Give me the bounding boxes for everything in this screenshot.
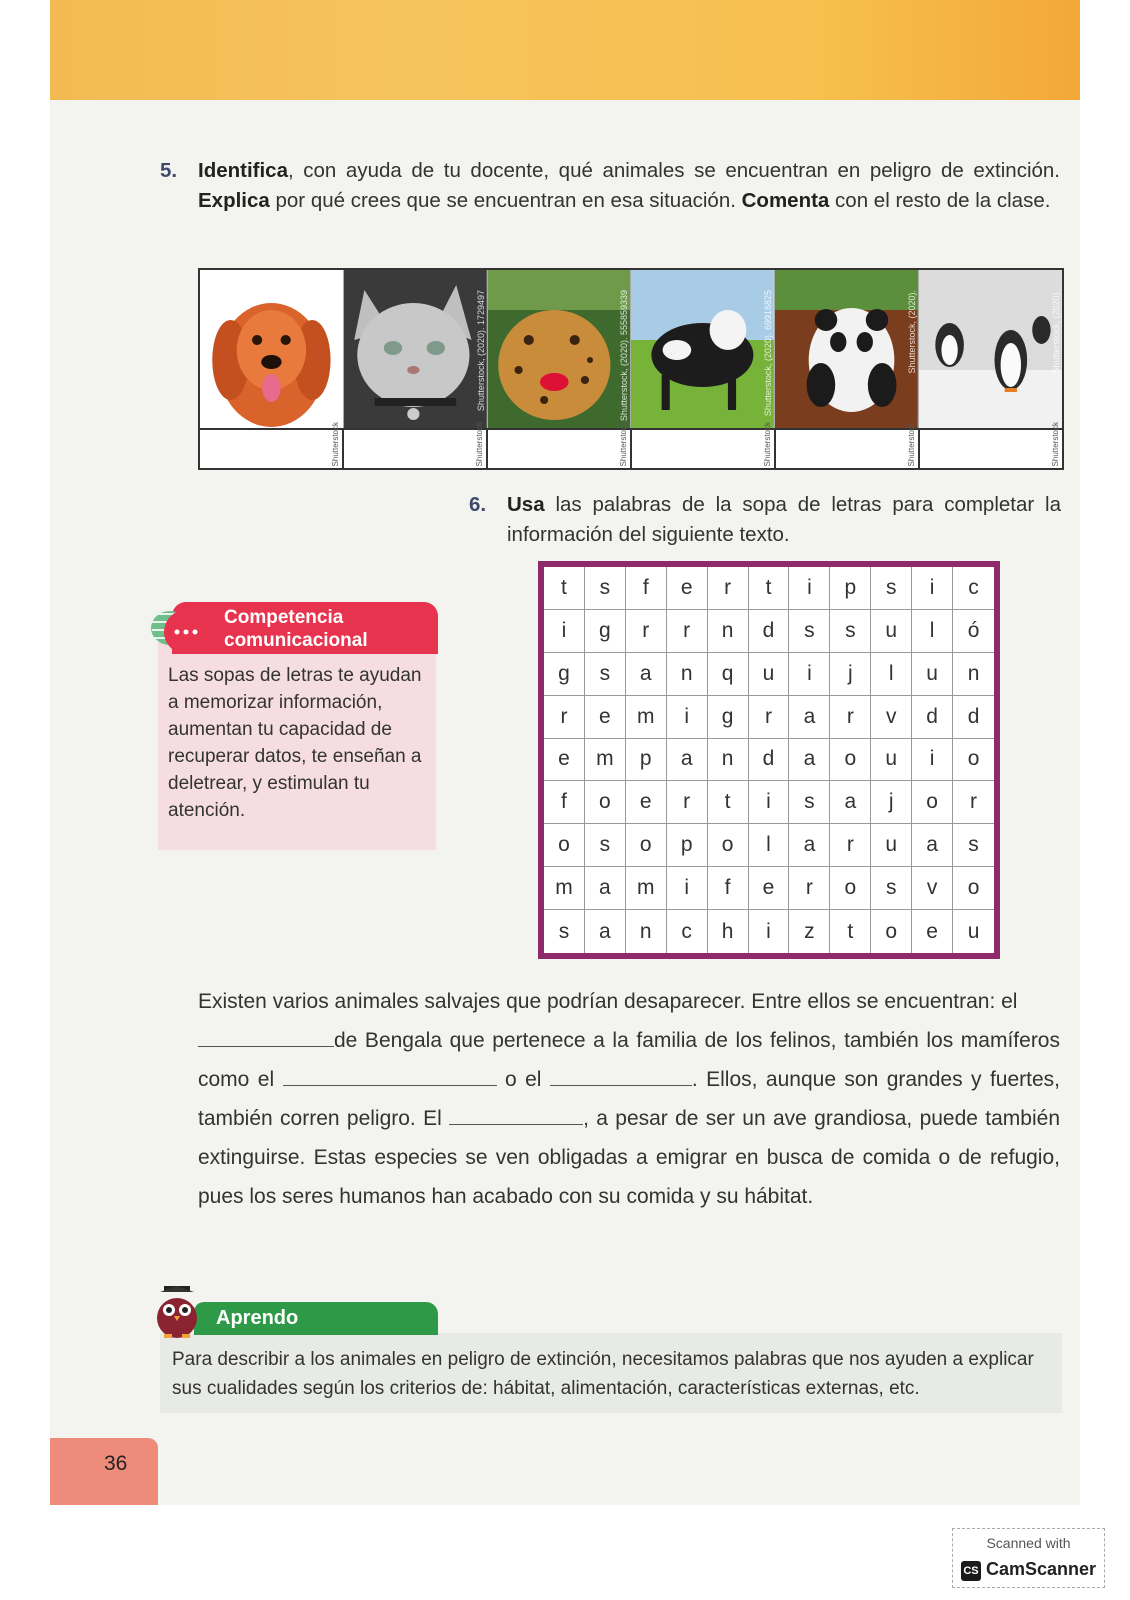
word-search-cell[interactable]: i xyxy=(667,867,708,910)
camscanner-logo-icon: CS xyxy=(961,1561,981,1581)
word-search-cell[interactable]: m xyxy=(626,867,667,910)
word-search-cell[interactable]: s xyxy=(871,867,912,910)
word-search-cell[interactable]: g xyxy=(544,653,585,696)
panda-photo xyxy=(775,270,919,428)
answer-cell-1[interactable] xyxy=(200,421,344,468)
word-search-cell[interactable]: m xyxy=(585,739,626,782)
word-search-cell[interactable]: d xyxy=(912,696,953,739)
word-search-cell[interactable]: a xyxy=(789,824,830,867)
word-search-cell[interactable]: i xyxy=(912,567,953,610)
animal-photo-table xyxy=(198,268,1064,470)
word-search-cell[interactable]: r xyxy=(544,696,585,739)
word-search-cell[interactable]: a xyxy=(585,867,626,910)
word-search-cell[interactable]: i xyxy=(912,739,953,782)
word-search-cell[interactable]: d xyxy=(749,739,790,782)
blank-3[interactable] xyxy=(550,1063,692,1086)
word-search-cell[interactable]: s xyxy=(830,610,871,653)
word-search-cell[interactable]: m xyxy=(544,867,585,910)
word-search-cell[interactable]: f xyxy=(626,567,667,610)
word-search-cell[interactable]: r xyxy=(667,781,708,824)
word-search-cell[interactable]: d xyxy=(749,610,790,653)
word-search-cell[interactable]: r xyxy=(626,610,667,653)
word-search-cell[interactable]: i xyxy=(544,610,585,653)
word-search-cell[interactable]: s xyxy=(585,653,626,696)
word-search-cell[interactable]: o xyxy=(830,739,871,782)
blank-2[interactable] xyxy=(283,1063,497,1086)
answer-cell-5[interactable] xyxy=(776,421,920,468)
cat-photo xyxy=(344,270,488,428)
word-search-cell[interactable]: d xyxy=(953,696,994,739)
word-search-cell[interactable]: i xyxy=(749,910,790,953)
word-search-cell[interactable]: a xyxy=(912,824,953,867)
word-search-cell[interactable]: c xyxy=(667,910,708,953)
word-search-cell[interactable]: o xyxy=(830,867,871,910)
word-search-cell[interactable]: s xyxy=(585,824,626,867)
paragraph-part-3: o el xyxy=(496,1068,550,1091)
word-search-cell[interactable]: t xyxy=(544,567,585,610)
word-search-cell[interactable]: q xyxy=(708,653,749,696)
dog-photo xyxy=(200,270,344,428)
word-search-cell[interactable]: u xyxy=(871,739,912,782)
competencia-title-line1: Competencia xyxy=(224,607,344,628)
question-6-text: las palabras de la sopa de letras para completar la información del siguiente texto. xyxy=(507,493,1061,546)
cow-photo xyxy=(631,270,775,428)
credit-label: Shutterstock xyxy=(763,421,772,466)
word-search-cell[interactable]: e xyxy=(626,781,667,824)
fill-in-paragraph xyxy=(198,982,1060,1216)
word-search-cell[interactable]: s xyxy=(789,610,830,653)
word-search-cell[interactable]: s xyxy=(953,824,994,867)
word-search-cell[interactable]: s xyxy=(585,567,626,610)
question-5-text-2: por qué crees que se encuentran en esa situación. xyxy=(269,189,736,212)
paragraph-part-1: Existen varios animales salvajes que podrían desaparecer. Entre ellos se encuentran: el xyxy=(198,990,1018,1013)
word-search-cell[interactable]: a xyxy=(626,653,667,696)
word-search-cell[interactable]: t xyxy=(708,781,749,824)
credit-label: Shutterstock xyxy=(1051,421,1060,466)
answer-cell-6[interactable] xyxy=(920,421,1062,468)
word-search-cell[interactable]: o xyxy=(708,824,749,867)
word-search-cell[interactable]: o xyxy=(953,739,994,782)
word-search-cell[interactable]: n xyxy=(667,653,708,696)
word-search-cell[interactable]: h xyxy=(708,910,749,953)
blank-1[interactable] xyxy=(198,1024,334,1047)
word-search-cell[interactable]: l xyxy=(749,824,790,867)
word-search-cell[interactable]: l xyxy=(871,653,912,696)
question-5 xyxy=(160,156,1060,216)
word-search-grid xyxy=(544,567,994,953)
word-search-cell[interactable]: n xyxy=(626,910,667,953)
word-search-cell[interactable]: u xyxy=(749,653,790,696)
word-search-cell[interactable]: g xyxy=(585,610,626,653)
word-search-cell[interactable]: e xyxy=(585,696,626,739)
word-search-cell[interactable]: r xyxy=(749,696,790,739)
word-search-cell[interactable]: o xyxy=(871,910,912,953)
penguins-photo xyxy=(919,270,1062,428)
word-search-cell[interactable]: a xyxy=(789,739,830,782)
word-search-cell[interactable]: f xyxy=(708,867,749,910)
question-5-verb-explica: Explica xyxy=(198,189,270,212)
word-search-frame xyxy=(538,561,1000,959)
question-5-text-3: con el resto de la clase. xyxy=(829,189,1051,212)
photo-row xyxy=(200,270,1062,430)
question-5-text-1: , con ayuda de tu docente, qué animales se encuentran en peligro de extinción. xyxy=(288,159,1060,182)
answer-cell-2[interactable] xyxy=(344,421,488,468)
word-search-cell[interactable]: v xyxy=(912,867,953,910)
word-search-cell[interactable]: u xyxy=(967,919,980,943)
word-search-cell[interactable]: r xyxy=(789,867,830,910)
word-search-cell[interactable]: r xyxy=(708,567,749,610)
word-search-cell[interactable]: f xyxy=(544,781,585,824)
word-search-cell[interactable]: t xyxy=(749,567,790,610)
question-6-number: 6. xyxy=(469,493,487,516)
word-search-cell[interactable]: p xyxy=(830,567,871,610)
word-search-cell[interactable]: j xyxy=(830,653,871,696)
word-search-cell[interactable]: e xyxy=(749,867,790,910)
aprendo-header: Aprendo xyxy=(194,1302,438,1335)
competencia-body: Las sopas de letras te ayudan a memorizar información, aumentan tu capacidad de recuperar datos, te enseñan a deletrear, y estimulan tu atención. xyxy=(168,665,422,821)
word-search-cell[interactable]: o xyxy=(544,824,585,867)
word-search-cell[interactable]: e xyxy=(544,739,585,782)
photo-credit-cow: Shutterstock, (2020). 69916825 xyxy=(763,290,774,417)
word-search-cell[interactable]: o xyxy=(953,867,994,910)
word-search-cell[interactable]: i xyxy=(667,696,708,739)
answer-row xyxy=(200,421,1062,468)
word-search-cell[interactable]: i xyxy=(789,567,830,610)
word-search-cell[interactable]: p xyxy=(667,824,708,867)
word-search-cell[interactable]: a xyxy=(789,696,830,739)
paragraph-part-2: de Bengala que pertenece a la familia de los felinos, también los mamíferos como el xyxy=(198,1029,1060,1091)
word-search-cell[interactable]: t xyxy=(830,910,871,953)
blank-4[interactable] xyxy=(449,1102,583,1125)
word-search-cell[interactable]: s xyxy=(789,781,830,824)
word-search-cell[interactable]: e xyxy=(667,567,708,610)
word-search-cell[interactable]: e xyxy=(912,910,953,953)
page-number: 36 xyxy=(104,1452,128,1475)
paragraph-part-4: . Ellos, aunque son grandes y fuertes, también corren peligro. El xyxy=(198,1068,1060,1130)
question-6 xyxy=(469,490,1061,550)
word-search-cell[interactable]: o xyxy=(626,824,667,867)
word-search-cell[interactable]: p xyxy=(626,739,667,782)
word-search-cell[interactable]: m xyxy=(626,696,667,739)
aprendo-body: Para describir a los animales en peligro de extinción, necesitamos palabras que nos ayuden a explicar sus cualidades según los criterios de: hábitat, alimentación, características externas, etc. xyxy=(172,1349,1034,1399)
word-search-cell[interactable]: l xyxy=(912,610,953,653)
word-search-cell[interactable]: u xyxy=(871,610,912,653)
owl-icon xyxy=(150,1284,206,1340)
word-search-cell[interactable]: a xyxy=(585,910,626,953)
photo-credit-panda: Shutterstock, (2020). xyxy=(907,290,918,374)
camscanner-badge xyxy=(952,1528,1105,1588)
question-5-number: 5. xyxy=(160,159,178,182)
photo-credit-cat: Shutterstock, (2020). 1729497 xyxy=(475,290,486,412)
question-5-verb-comenta: Comenta xyxy=(741,189,830,212)
word-search-cell[interactable]: n xyxy=(708,739,749,782)
paragraph-part-5: , a pesar de ser un ave grandiosa, puede también extinguirse. Estas especies se ven obligadas a emigrar en busca de comida o de refugio, pues los seres humanos han acabado con su comida y su hábitat. xyxy=(198,1107,1060,1208)
photo-credit-penguins: Shutterstock, (2020). xyxy=(1050,290,1061,374)
word-search-cell[interactable]: n xyxy=(708,610,749,653)
camscanner-name: CamScanner xyxy=(986,1559,1097,1579)
answer-cell-4[interactable] xyxy=(632,421,776,468)
photo-credit-jaguar: Shutterstock, (2020). 555859339 xyxy=(619,290,630,422)
camscanner-label: Scanned with xyxy=(986,1535,1071,1551)
word-search-cell[interactable]: j xyxy=(871,781,912,824)
word-search-cell[interactable]: r xyxy=(830,696,871,739)
credit-label: Shutterstock xyxy=(475,421,484,466)
word-search-cell[interactable]: u xyxy=(912,653,953,696)
question-6-verb-usa: Usa xyxy=(507,493,545,516)
word-search-cell[interactable]: o xyxy=(912,781,953,824)
word-search-cell[interactable]: c xyxy=(953,567,994,610)
word-search-cell[interactable]: s xyxy=(871,567,912,610)
word-search-cell[interactable]: v xyxy=(871,696,912,739)
photo-credit-dog: Shutterstock, (2020). 96000071 xyxy=(331,290,342,417)
jaguar-photo xyxy=(488,270,632,428)
word-search-cell[interactable]: g xyxy=(708,696,749,739)
credit-label: Shutterstock xyxy=(619,421,628,466)
speech-bubble-icon xyxy=(148,604,212,658)
credit-label: Shutterstock xyxy=(907,421,916,466)
word-search-cell[interactable]: s xyxy=(544,910,585,953)
word-search-cell[interactable]: a xyxy=(830,781,871,824)
word-search-cell[interactable]: u xyxy=(871,824,912,867)
answer-cell-3[interactable] xyxy=(488,421,632,468)
word-search-cell[interactable]: o xyxy=(585,781,626,824)
word-search-cell[interactable]: i xyxy=(749,781,790,824)
word-search-cell[interactable]: a xyxy=(667,739,708,782)
word-search-cell[interactable]: r xyxy=(667,610,708,653)
word-search-cell[interactable]: n xyxy=(953,653,994,696)
word-search-cell[interactable]: r xyxy=(953,781,994,824)
word-search-cell[interactable]: ó xyxy=(953,610,994,653)
top-banner xyxy=(50,0,1080,100)
word-search-cell[interactable]: r xyxy=(830,824,871,867)
word-search-cell[interactable]: i xyxy=(789,653,830,696)
question-5-verb-identifica: Identifica xyxy=(198,159,288,182)
credit-label: Shutterstock xyxy=(331,421,340,466)
word-search-cell[interactable]: z xyxy=(789,910,830,953)
competencia-title-line2: comunicacional xyxy=(224,630,368,651)
